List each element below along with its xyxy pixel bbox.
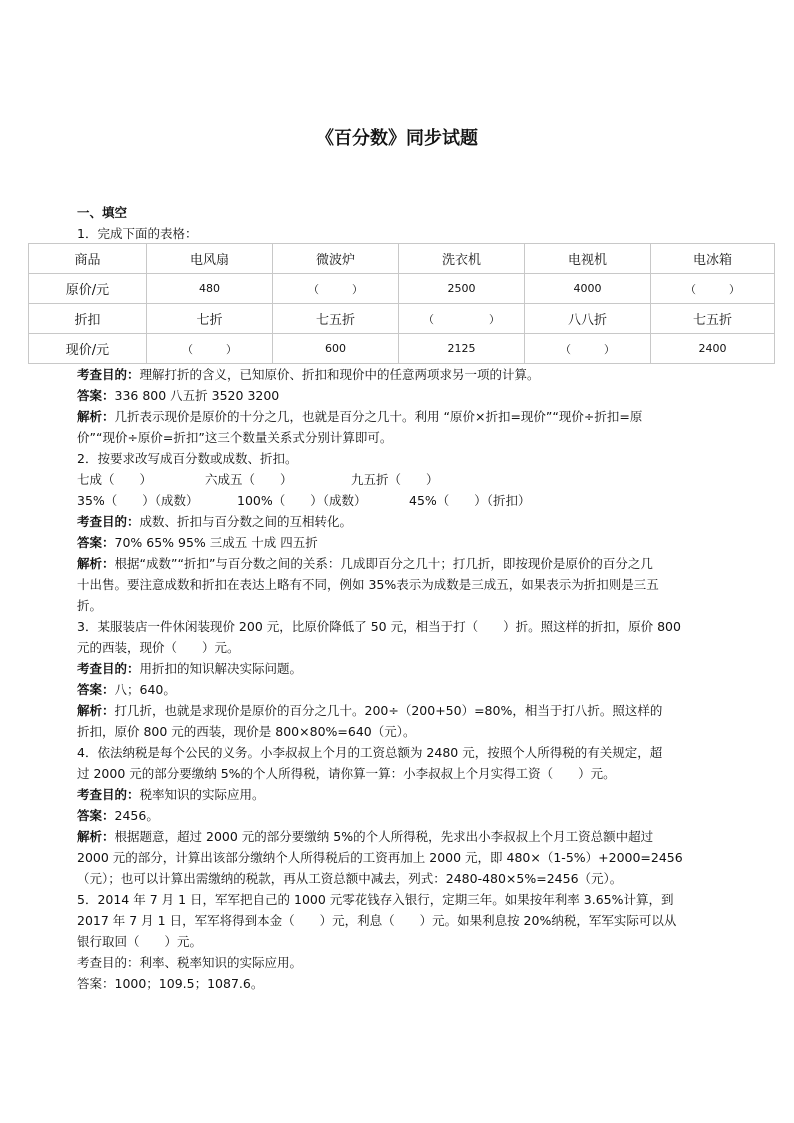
- question-5-stem-cont: 银行取回（ ）元。: [77, 934, 203, 949]
- q2-answer: [77, 535, 318, 551]
- analysis-label: 解析：: [77, 409, 115, 424]
- table-cell: 七五折: [273, 304, 399, 334]
- table-cell: 电风扇: [147, 244, 273, 274]
- answer-label: 答案：: [77, 808, 115, 823]
- blank-item: 六成五（ ）: [205, 472, 293, 487]
- q4-answer: [77, 808, 159, 824]
- table-cell: （ ）: [525, 334, 651, 364]
- table-cell: 微波炉: [273, 244, 399, 274]
- q1-purpose: [77, 367, 540, 383]
- q2-analysis-cont: 折。: [77, 598, 103, 613]
- answer-label: 答案：: [77, 682, 115, 697]
- question-1-stem: 1．完成下面的表格：: [77, 226, 198, 241]
- analysis-text: 打几折，也就是求现价是原价的百分之几十。200÷（200+50）=80%，相当于打八折。照这样的: [114, 703, 663, 718]
- table-cell: 现价/元: [29, 334, 147, 364]
- q2-row-2: [77, 493, 531, 509]
- page-title: 《百分数》同步试题: [316, 128, 478, 149]
- blank-item: 35%（ ）（成数）: [77, 493, 199, 508]
- analysis-text: 根据“成数”“折扣”与百分数之间的关系：几成即百分之几十；打几折，即按现价是原价的百分之几: [114, 556, 653, 571]
- price-table: [28, 243, 775, 364]
- q2-analysis-cont: 十出售。要注意成数和折扣在表达上略有不同，例如 35%表示为成数是三成五，如果表示为折扣则是三五: [77, 577, 659, 592]
- answer-text: 70% 65% 95% 三成五 十成 四五折: [114, 535, 318, 550]
- q3-analysis: [77, 703, 662, 719]
- q2-analysis: [77, 556, 653, 572]
- answer-text: 2456。: [114, 808, 159, 823]
- purpose-label: 考查目的：: [77, 787, 140, 802]
- purpose-label: 考查目的：: [77, 661, 140, 676]
- answer-text: 八；640。: [114, 682, 176, 697]
- blank-item: 100%（ ）（成数）: [237, 493, 367, 508]
- table-cell: 商品: [29, 244, 147, 274]
- blank-item: 45%（ ）（折扣）: [409, 493, 531, 508]
- table-cell: 2500: [399, 274, 525, 304]
- table-row: [29, 334, 775, 364]
- table-cell: 电冰箱: [651, 244, 775, 274]
- table-cell: （ ）: [273, 274, 399, 304]
- answer-label: 答案：: [77, 535, 115, 550]
- q2-purpose: [77, 514, 352, 530]
- q4-analysis: [77, 829, 653, 845]
- table-cell: 七折: [147, 304, 273, 334]
- analysis-label: 解析：: [77, 556, 115, 571]
- question-5-stem-cont: 2017 年 7 月 1 日，军军将得到本金（ ）元，利息（ ）元。如果利息按 20%纳税，军军实际可以从: [77, 913, 677, 928]
- answer-text: 336 800 八五折 3520 3200: [114, 388, 280, 403]
- table-cell: 折扣: [29, 304, 147, 334]
- table-cell: 原价/元: [29, 274, 147, 304]
- q5-answer: 答案：1000；109.5；1087.6。: [77, 976, 264, 991]
- q4-purpose: [77, 787, 265, 803]
- table-cell: 4000: [525, 274, 651, 304]
- q4-analysis-cont: （元）；也可以计算出需缴纳的税款，再从工资总额中减去，列式：2480-480×5%=2456（元）。: [77, 871, 623, 886]
- analysis-label: 解析：: [77, 829, 115, 844]
- answer-label: 答案：: [77, 388, 115, 403]
- q5-purpose: 考查目的：利率、税率知识的实际应用。: [77, 955, 303, 970]
- q2-row-1: [77, 472, 439, 488]
- table-cell: 洗衣机: [399, 244, 525, 274]
- table-row: [29, 304, 775, 334]
- analysis-label: 解析：: [77, 703, 115, 718]
- table-cell: （ ）: [147, 334, 273, 364]
- table-row: [29, 274, 775, 304]
- question-2-stem: 2．按要求改写成百分数或成数、折扣。: [77, 451, 298, 466]
- purpose-label: 考查目的：: [77, 514, 140, 529]
- blank-item: 九五折（ ）: [351, 472, 439, 487]
- table-cell: （ ）: [651, 274, 775, 304]
- purpose-text: 成数、折扣与百分数之间的互相转化。: [139, 514, 353, 529]
- question-3-stem: 3．某服装店一件休闲装现价 200 元，比原价降低了 50 元，相当于打（ ）折。照这样的折扣，原价 800: [77, 619, 681, 634]
- q3-analysis-cont: 折扣，原价 800 元的西装，现价是 800×80%=640（元）。: [77, 724, 416, 739]
- table-cell: （ ）: [399, 304, 525, 334]
- table-row: [29, 244, 775, 274]
- question-4-stem: 4．依法纳税是每个公民的义务。小李叔叔上个月的工资总额为 2480 元，按照个人所得税的有关规定，超: [77, 745, 663, 760]
- q1-answer: [77, 388, 279, 404]
- q1-analysis: [77, 409, 642, 425]
- table-cell: 七五折: [651, 304, 775, 334]
- question-3-stem-cont: 元的西装，现价（ ）元。: [77, 640, 240, 655]
- q4-analysis-cont: 2000 元的部分，计算出该部分缴纳个人所得税后的工资再加上 2000 元，即 480×（1-5%）+2000=2456: [77, 850, 683, 865]
- table-cell: 600: [273, 334, 399, 364]
- question-5-stem: 5．2014 年 7 月 1 日，军军把自己的 1000 元零花钱存入银行，定期三年。如果按年利率 3.65%计算，到: [77, 892, 674, 907]
- q3-purpose: [77, 661, 302, 677]
- table-cell: 2400: [651, 334, 775, 364]
- q1-analysis-cont: 价”“现价÷原价=折扣”这三个数量关系式分别计算即可。: [77, 430, 393, 445]
- section-heading: 一、填空: [77, 205, 128, 220]
- analysis-text: 根据题意，超过 2000 元的部分要缴纳 5%的个人所得税，先求出小李叔叔上个月工资总额中超过: [114, 829, 654, 844]
- analysis-text: 几折表示现价是原价的十分之几，也就是百分之几十。利用 “原价×折扣=现价”“现价÷折扣=原: [114, 409, 643, 424]
- purpose-text: 用折扣的知识解决实际问题。: [139, 661, 303, 676]
- table-cell: 电视机: [525, 244, 651, 274]
- question-4-stem-cont: 过 2000 元的部分要缴纳 5%的个人所得税，请你算一算：小李叔叔上个月实得工资（ ）元。: [77, 766, 616, 781]
- purpose-text: 税率知识的实际应用。: [139, 787, 265, 802]
- purpose-label: 考查目的：: [77, 367, 140, 382]
- q3-answer: [77, 682, 176, 698]
- table-cell: 八八折: [525, 304, 651, 334]
- blank-item: 七成（ ）: [77, 472, 153, 487]
- table-cell: 480: [147, 274, 273, 304]
- table-cell: 2125: [399, 334, 525, 364]
- purpose-text: 理解打折的含义，已知原价、折扣和现价中的任意两项求另一项的计算。: [139, 367, 540, 382]
